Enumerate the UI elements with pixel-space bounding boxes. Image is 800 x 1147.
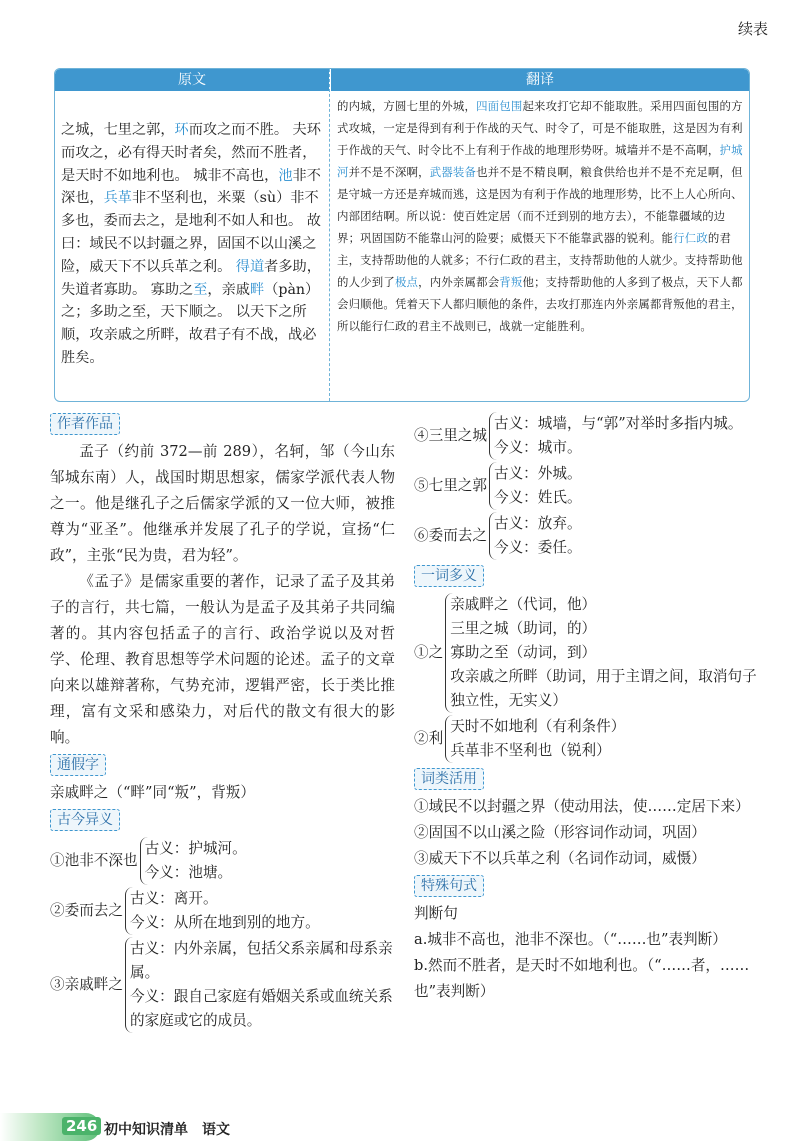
cilei-item: ③威天下不以兵革之利（名词作动词，威慑） (414, 850, 706, 867)
translation-segment: 起来攻打它却不能取胜。采用四面包围的方式攻城，一定是得到有利于作战的天气、时令了，可是不能取胜，这是因为有利于作战的天气、时令比不上有利于作战的地理形势呀。城墙并不是不高啊， (337, 99, 743, 157)
translation-segment: 极点 (394, 275, 419, 289)
gujin-gu: 古义：外城。 (493, 465, 582, 482)
left-column (50, 410, 395, 1035)
gujin-key: ③亲戚畔之 (50, 976, 123, 993)
right-column (414, 410, 759, 1005)
gujin-tag: 古今异义 (50, 809, 120, 831)
original-segment: 非不深也， (61, 167, 321, 207)
translation-segment: 武器装备 (429, 165, 477, 179)
gujin-key: ④三里之城 (414, 427, 487, 444)
original-segment: 者多助，失道者寡助。 寡助之 (61, 258, 321, 298)
original-segment: 池 (278, 167, 293, 184)
li-key: ②利 (414, 730, 444, 747)
page-number: 246 (62, 1117, 101, 1135)
translation-segment: 护城河 (337, 143, 743, 179)
zhi-meaning: 三里之城（助词，的） (450, 620, 597, 637)
zhi-group (414, 593, 759, 713)
cilei-tag: 词类活用 (414, 768, 484, 790)
li-group (414, 715, 759, 763)
gujin-item (414, 462, 759, 510)
translation-segment: 的内城，方圆七里的外城， (337, 99, 477, 113)
translation-segment: ，内外亲属都会 (418, 275, 500, 289)
gujin-jin: 今义：委任。 (493, 539, 582, 556)
original-segment: 之城，七里之郭， (61, 122, 175, 138)
gujin-gu: 古义：护城河。 (144, 840, 247, 857)
gujin-item (50, 837, 395, 885)
cilei-item: ②固国不以山溪之险（形容词作动词，巩固） (414, 824, 706, 841)
translation-segment: 背叛 (499, 275, 523, 289)
gujin-key: ⑥委而去之 (414, 527, 487, 544)
original-segment: ，亲戚 (207, 281, 250, 298)
tongjia-line: 亲戚畔之（“畔”同“叛”，背叛） (50, 784, 255, 801)
gujin-gu: 古义：放弃。 (493, 515, 582, 532)
continued-label: 续表 (737, 20, 768, 38)
gujin-item (414, 412, 759, 460)
subject-name: 语文 (202, 1122, 230, 1138)
book-title (104, 1119, 230, 1139)
panduan-label: 判断句 (414, 905, 458, 922)
gujin-jin: 今义：姓氏。 (493, 489, 582, 506)
translation-segment: 的君主，支持帮助他的人就多；不行仁政的君主，支持帮助他的人就少。支持帮助他的人少到了 (337, 231, 743, 289)
original-text (61, 119, 325, 370)
translation-segment: 也并不是不精良啊，粮食供给也并不是不充足啊，但是守城一方还是弃城而逃，这是因为有利于作战的地理形势，比不上人心所向、内部团结啊。所以说：使百姓定居（而不迁到别的地方去），不能靠疆域的边界；巩固国防不能靠山河的险要；威慑天下不能靠武器的锐利。能 (337, 165, 743, 245)
zhi-meaning: 亲戚畔之（代词，他） (450, 596, 597, 613)
translation-segment: 他；支持帮助他的人多到了极点，天下人都会归顺他。凭着天下人都归顺他的条件，去攻打那连内外亲属都背叛他的君主，所以能行仁政的君主不战则已，战就一定能胜利。 (337, 275, 743, 333)
gujin-key: ②委而去之 (50, 902, 123, 919)
panduan-b: b.然而不胜者，是天时不如地利也。（“……者，……也”表判断） (414, 957, 750, 1000)
original-segment: 得道 (235, 258, 265, 275)
original-segment: 环 (174, 122, 189, 138)
original-segment: 畔 (249, 281, 265, 298)
zhi-meaning: 攻亲戚之所畔（助词，用于主谓之间，取消句子独立性，无实义） (450, 668, 757, 709)
gujin-key: ①池非不深也 (50, 852, 138, 869)
page-footer (0, 1107, 800, 1147)
gujin-jin: 今义：从所在地到别的地方。 (129, 914, 320, 931)
gujin-jin: 今义：池塘。 (144, 864, 233, 881)
gujin-item (414, 512, 759, 560)
gujin-item (50, 937, 395, 1033)
li-meaning: 天时不如地利（有利条件） (450, 718, 626, 735)
teshu-tag: 特殊句式 (414, 875, 484, 897)
original-segment: （pàn）之；多助之至，天下顺之。 以天下之所顺，攻亲戚之所畔，故君子有不战，战必胜矣。 (61, 281, 320, 366)
original-segment: 至 (193, 281, 208, 298)
gujin-item (50, 887, 395, 935)
book-name: 初中知识清单 (104, 1122, 188, 1138)
original-segment: 非不坚利也，米粟（sù）非不多也，委而去之，是地利不如人和也。 故曰：域民不以封疆之界，固国不以山溪之险，威天下不以兵革之利。 (61, 190, 321, 275)
tongjia-tag: 通假字 (50, 754, 106, 776)
original-segment: 兵革 (103, 190, 132, 207)
author-paragraph-2: 《孟子》是儒家重要的著作，记录了孟子及其弟子的言行，共七篇，一般认为是孟子及其弟子共同编著的。其内容包括孟子的言行、政治学说以及对哲学、伦理、教育思想等学术问题的论述。孟子的文章向来以雄辩著称，气势充沛，逻辑严密，长于类比推理，富有文采和感染力，对后代的散文有很大的影响。 (50, 573, 395, 746)
translation-text (337, 95, 745, 337)
zhi-meaning: 寡助之至（动词，到） (450, 644, 597, 661)
translation-segment: 四面包围 (476, 99, 523, 113)
original-segment: 而攻之而不胜。 夫环而攻之，必有得天时者矣，然而不胜者，是天时不如地利也。 城非不高也， (61, 122, 321, 184)
gujin-key: ⑤七里之郭 (414, 477, 487, 494)
translation-table (54, 68, 750, 402)
translation-header: 翻译 (331, 69, 749, 91)
gujin-gu: 古义：离开。 (129, 890, 218, 907)
panduan-a: a.城非不高也，池非不深也。（“……也”表判断） (414, 931, 727, 948)
li-meaning: 兵革非不坚利也（锐利） (450, 742, 611, 759)
yici-tag: 一词多义 (414, 565, 484, 587)
author-paragraph-1: 孟子（约前 372—前 289），名轲，邹（今山东邹城东南）人，战国时期思想家，儒家学派代表人物之一。他是继孔子之后儒家学派的又一位大师，被推尊为“亚圣”。他继承并发展了孔子的学说，宣扬“仁政”，主张“民为贵，君为轻”。 (50, 443, 395, 564)
author-tag: 作者作品 (50, 413, 120, 435)
gujin-gu: 古义：城墙，与“郭”对举时多指内城。 (493, 415, 743, 432)
cilei-item: ①域民不以封疆之界（使动用法，使……定居下来） (414, 798, 750, 815)
translation-segment: 并不是不深啊， (348, 165, 430, 179)
column-divider (329, 69, 330, 401)
gujin-jin: 今义：城市。 (493, 439, 582, 456)
original-header: 原文 (55, 69, 329, 91)
gujin-gu: 古义：内外亲属，包括父系亲属和母系亲属。 (129, 940, 393, 981)
gujin-jin: 今义：跟自己家庭有婚姻关系或血统关系的家庭或它的成员。 (129, 988, 393, 1029)
zhi-key: ①之 (414, 644, 444, 661)
translation-segment: 行仁政 (673, 231, 708, 245)
